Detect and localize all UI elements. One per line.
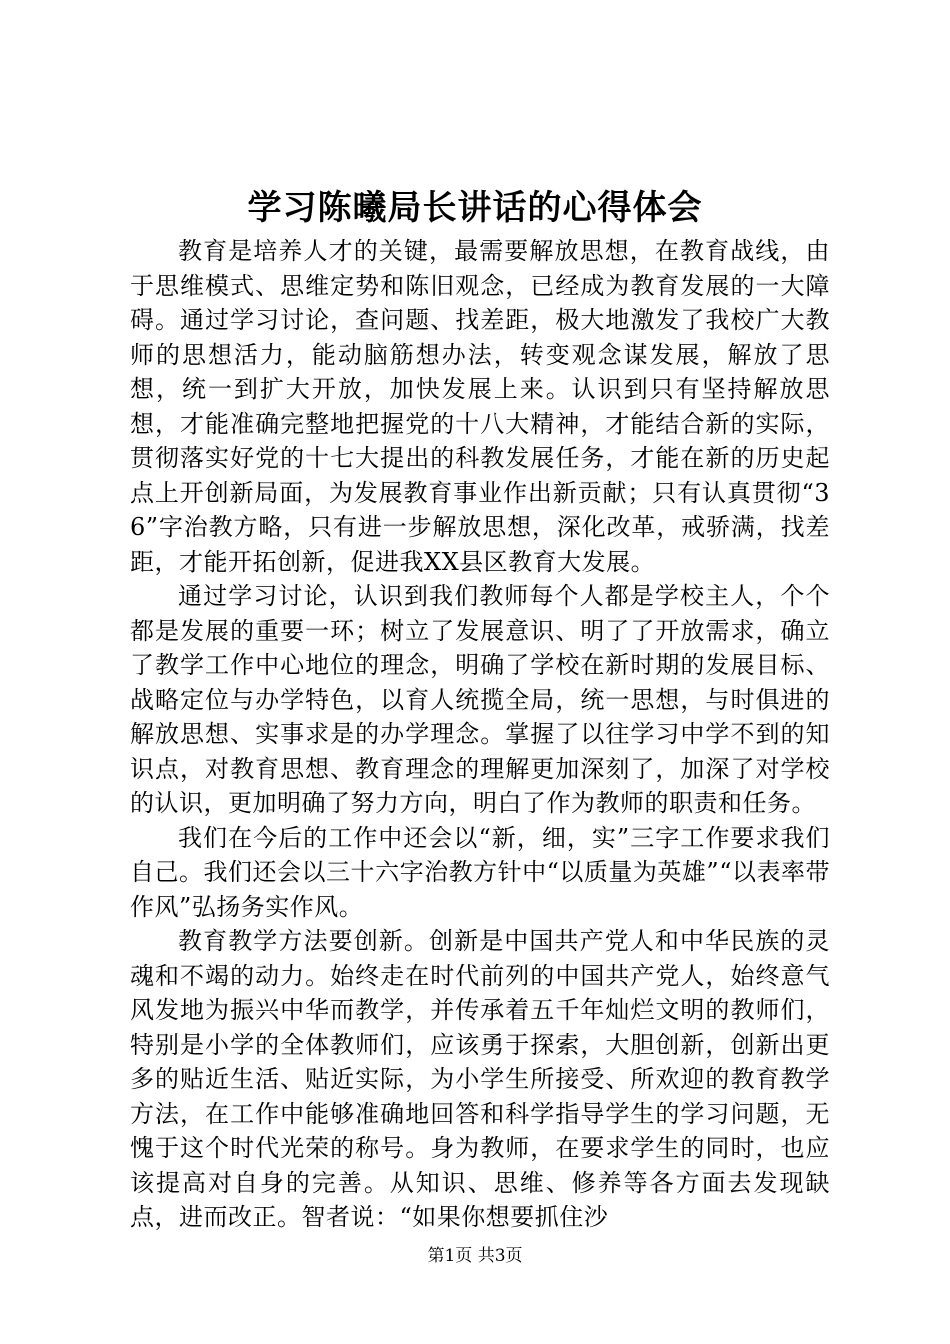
page-number-footer: 第1页 共3页 [427, 1246, 523, 1266]
document-body [130, 234, 830, 1235]
paragraph-1: 教育是培养人才的关键，最需要解放思想，在教育战线，由于思维模式、思维定势和陈旧观念，已经成为教育发展的一大障碍。通过学习讨论，查问题、找差距，极大地激发了我校广大教师的思想活力，能动脑筋想办法，转变观念谋发展，解放了思想，统一到扩大开放，加快发展上来。认识到只有坚持解放思想，才能准确完整地把握党的十八大精神，才能结合新的实际，贯彻落实好党的十七大提出的科教发展任务，才能在新的历史起点上开创新局面，为发展教育事业作出新贡献；只有认真贯彻“36”字治教方略，只有进一步解放思想，深化改革，戒骄满，找差距，才能开拓创新，促进我XX县区教育大发展。 [130, 237, 830, 576]
paragraph-4: 教育教学方法要创新。创新是中国共产党人和中华民族的灵魂和不竭的动力。始终走在时代前列的中国共产党人，始终意气风发地为振兴中华而教学，并传承着五千年灿烂文明的教师们，特别是小学的全体教师们，应该勇于探索，大胆创新，创新出更多的贴近生活、贴近实际，为小学生所接受、所欢迎的教育教学方法，在工作中能够准确地回答和科学指导学生的学习问题，无愧于这个时代光荣的称号。身为教师，在要求学生的同时，也应该提高对自身的完善。从知识、思维、修养等各方面去发现缺点，进而改正。智者说：“如果你想要抓住沙 [130, 927, 830, 1231]
paragraph-2: 通过学习讨论，认识到我们教师每个人都是学校主人，个个都是发展的重要一环；树立了发展意识、明了了开放需求，确立了教学工作中心地位的理念，明确了学校在新时期的发展目标、战略定位与办学特色，以育人统揽全局，统一思想，与时俱进的解放思想、实事求是的办学理念。掌握了以往学习中学不到的知识点，对教育思想、教育理念的理解更加深刻了，加深了对学校的认识，更加明确了努力方向，明白了作为教师的职责和任务。 [130, 582, 830, 817]
document-title: 学习陈曦局长讲话的心得体会 [247, 188, 703, 228]
paragraph-3: 我们在今后的工作中还会以“新，细，实”三字工作要求我们自己。我们还会以三十六字治教方针中“以质量为英雄”“以表率带作风”弘扬务实作风。 [130, 823, 830, 921]
